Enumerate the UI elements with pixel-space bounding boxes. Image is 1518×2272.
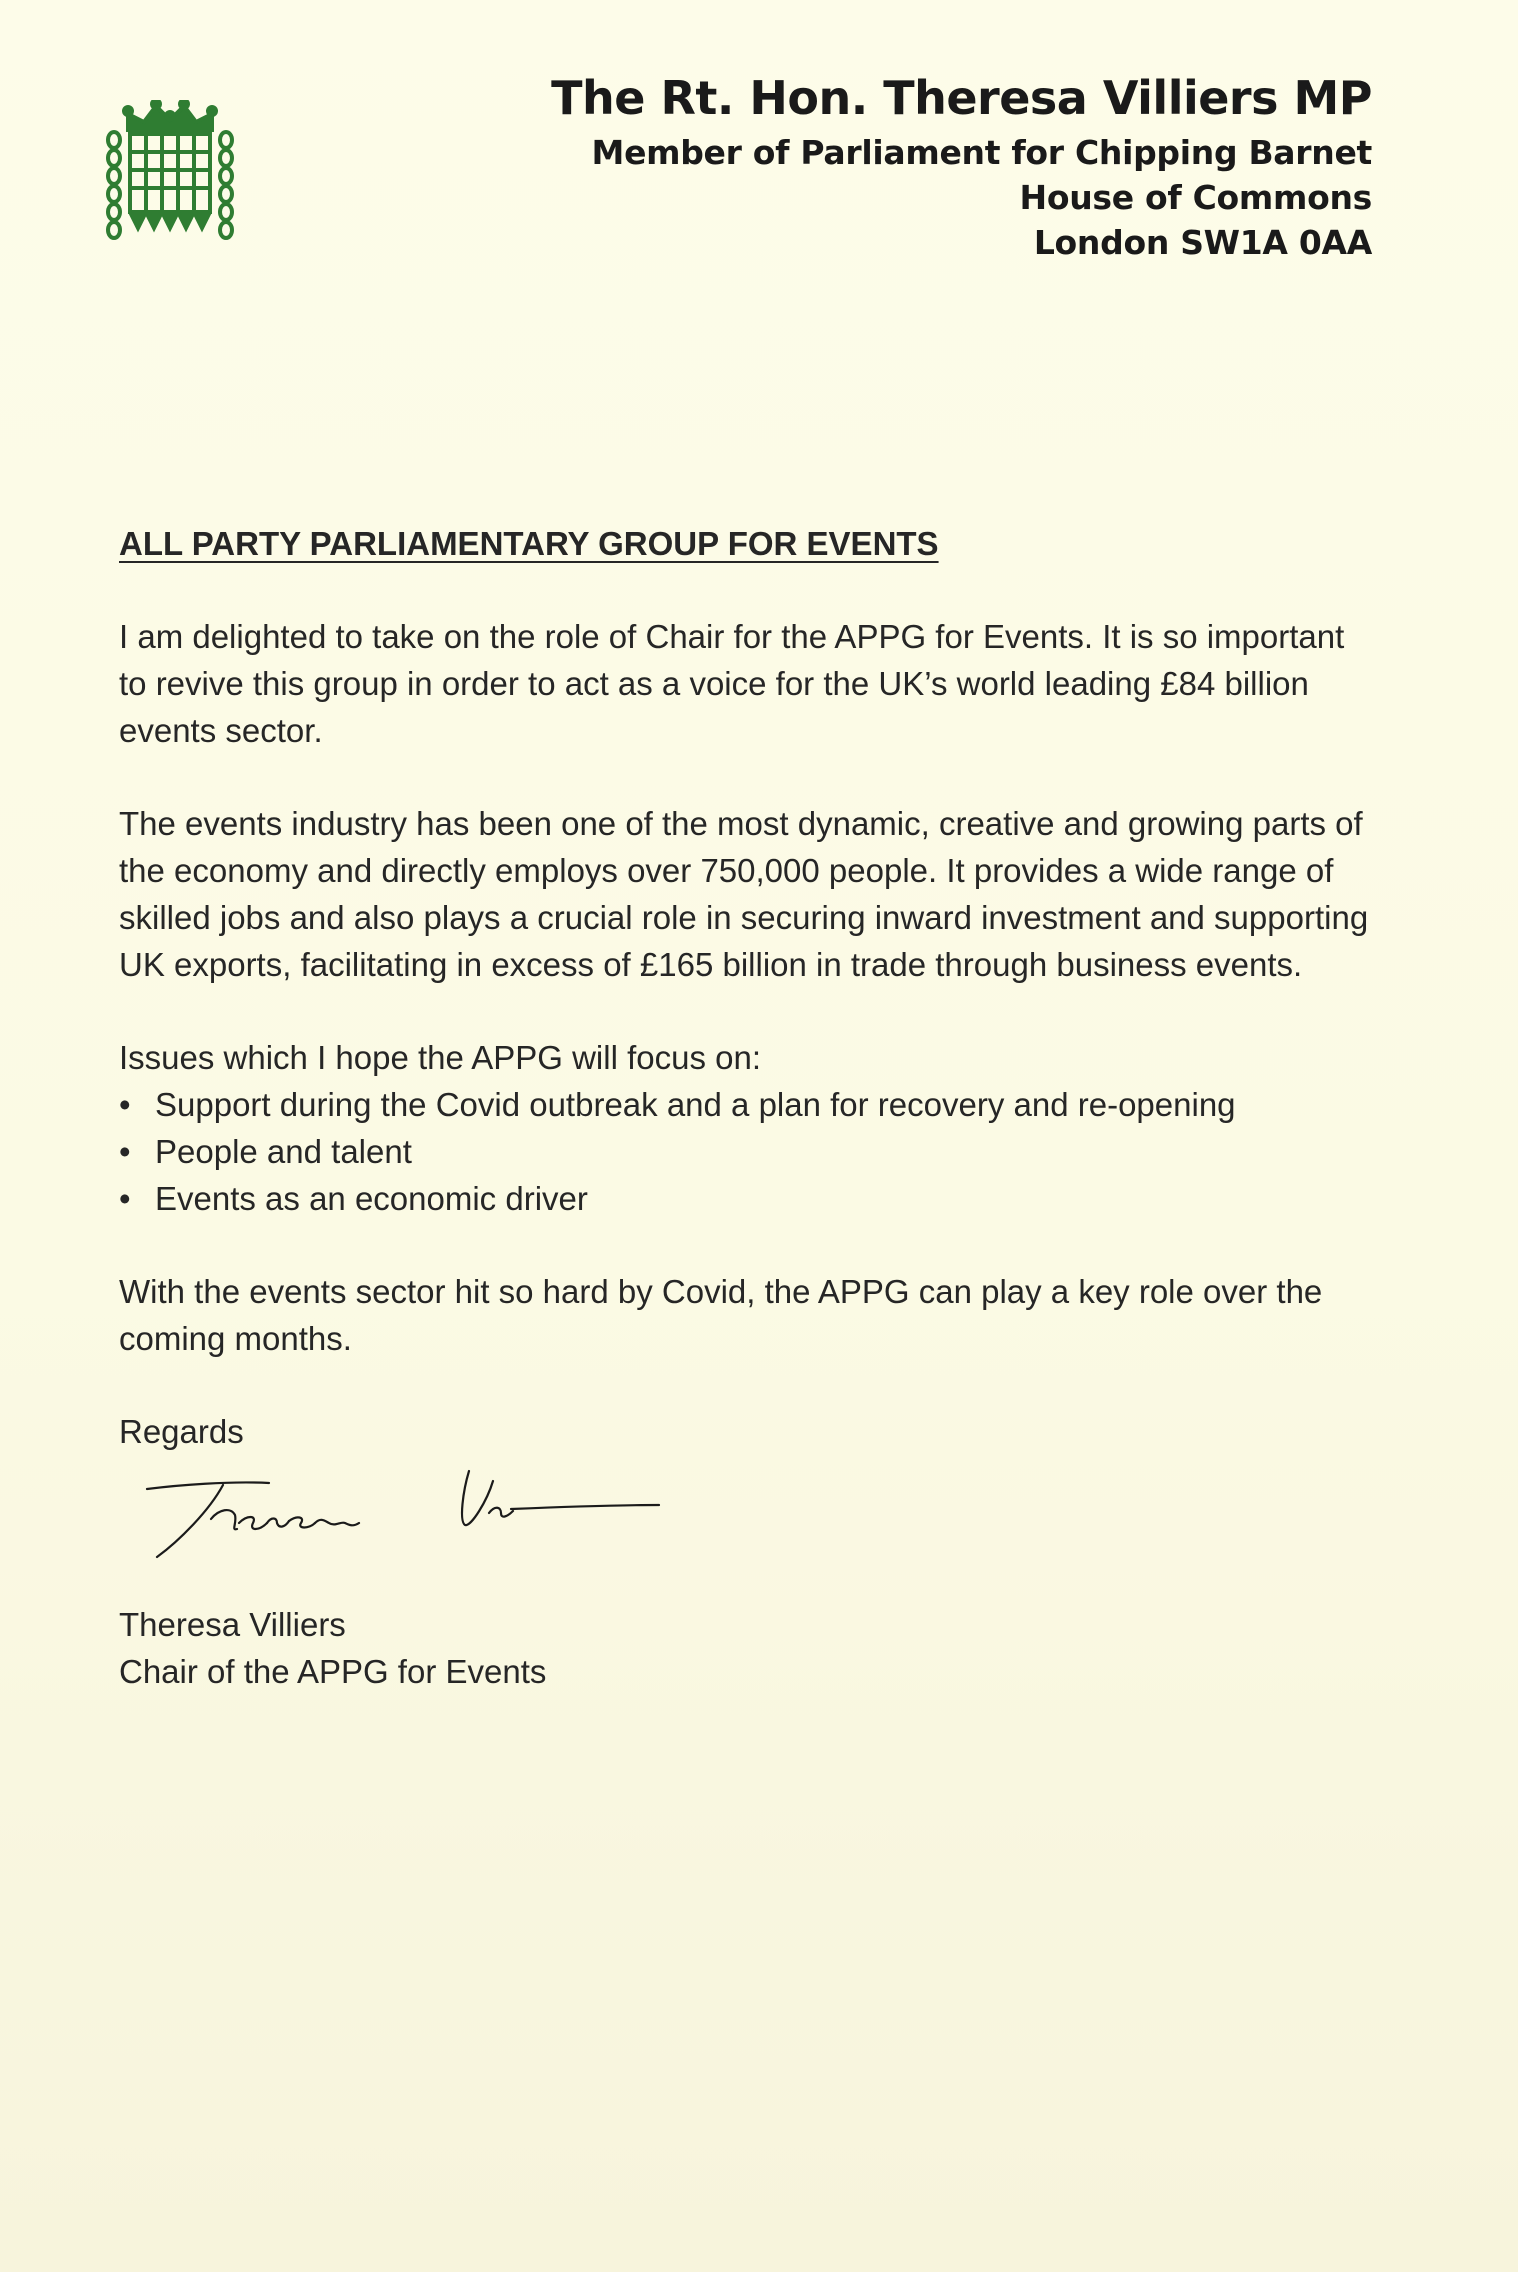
paragraph-covid: With the events sector hit so hard by Covid, the APPG can play a key role over the coming months. xyxy=(119,1273,1323,1357)
portcullis-icon xyxy=(104,100,236,240)
letter-body xyxy=(119,520,1379,1695)
address-line-2: London SW1A 0AA xyxy=(1033,223,1372,262)
issue-text: Events as an economic driver xyxy=(155,1180,588,1217)
list-item xyxy=(119,1175,1379,1222)
letter-heading: ALL PARTY PARLIAMENTARY GROUP FOR EVENTS xyxy=(119,525,939,562)
issue-text: Support during the Covid outbreak and a plan for recovery and re-opening xyxy=(155,1086,1236,1123)
bullet-icon: • xyxy=(119,1086,131,1123)
paragraph-intro: I am delighted to take on the role of Chair for the APPG for Events. It is so important to revive this group in order to act as a voice for the UK’s world leading £84 billion events sector. xyxy=(119,618,1345,749)
list-item xyxy=(119,1128,1379,1175)
list-item xyxy=(119,1081,1379,1128)
issues-intro: Issues which I hope the APPG will focus on: xyxy=(119,1039,762,1076)
mp-name: The Rt. Hon. Theresa Villiers MP xyxy=(551,71,1372,125)
constituency: Member of Parliament for Chipping Barnet xyxy=(591,133,1372,172)
issues-list xyxy=(119,1081,1379,1222)
signatory-role: Chair of the APPG for Events xyxy=(119,1653,547,1690)
letterhead xyxy=(551,66,1372,265)
address-line-1: House of Commons xyxy=(1019,178,1372,217)
closing: Regards xyxy=(119,1413,244,1450)
signatory-name: Theresa Villiers xyxy=(119,1606,346,1643)
handwritten-signature xyxy=(139,1461,699,1571)
paragraph-industry: The events industry has been one of the most dynamic, creative and growing parts of the economy and directly employs over 750,000 people. It provides a wide range of skilled jobs and also plays a crucial role in securing inward investment and supporting UK exports, facilitating in excess of £165 billion in trade through business events. xyxy=(119,805,1369,983)
issue-text: People and talent xyxy=(155,1133,412,1170)
bullet-icon: • xyxy=(119,1180,131,1217)
bullet-icon: • xyxy=(119,1133,131,1170)
